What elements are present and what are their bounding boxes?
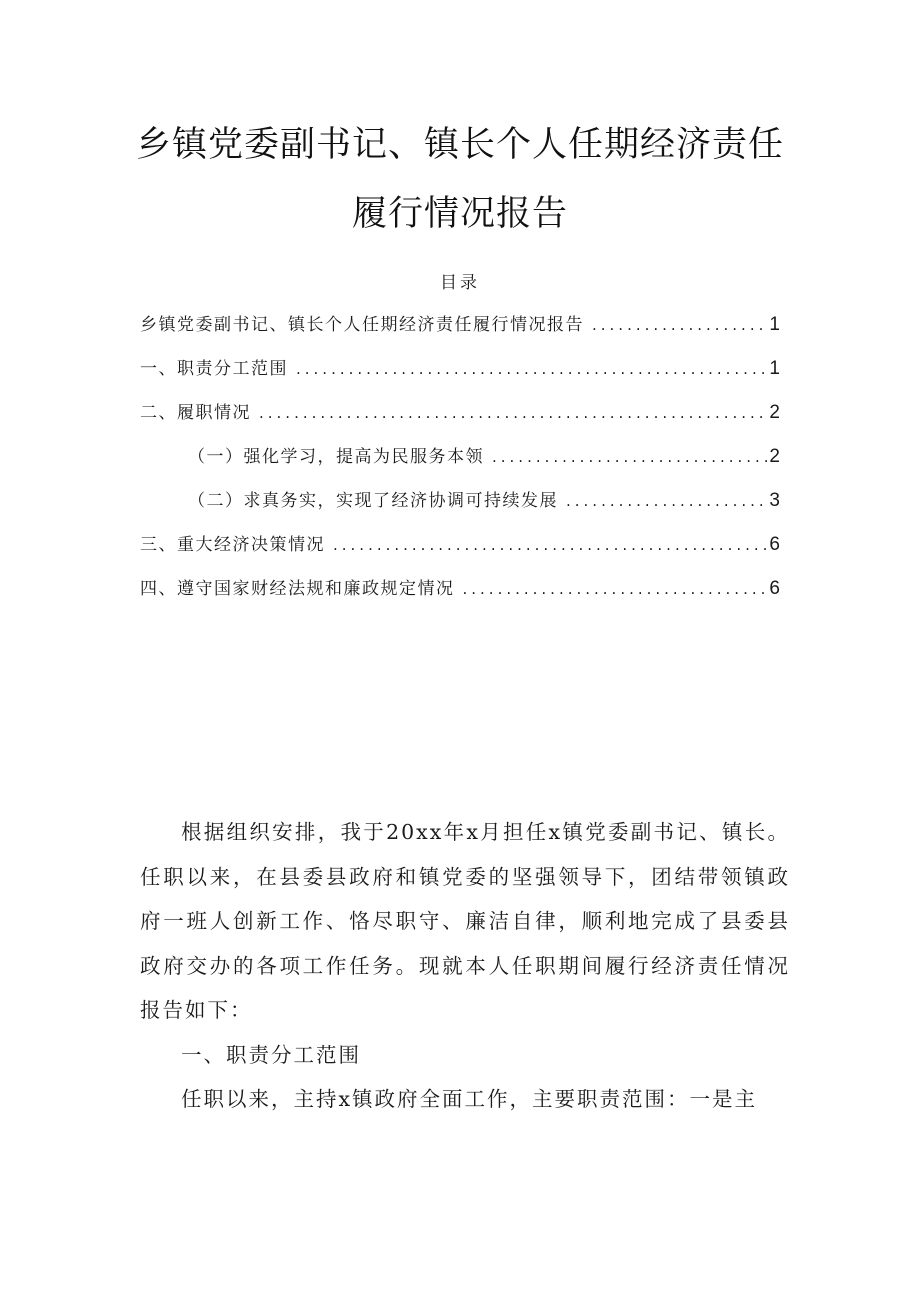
toc-item[interactable] [140,310,780,354]
toc-leader-dots [566,492,767,510]
toc-leader-dots [492,448,767,466]
toc-item[interactable] [140,442,780,486]
document-title-line-1: 乡镇党委副书记、镇长个人任期经济责任 [135,125,784,165]
toc-item-text: 一、职责分工范围 [140,359,288,379]
toc-item-text: 三、重大经济决策情况 [140,535,325,555]
toc-item-text: 二、履职情况 [140,403,251,423]
toc-item-text: 四、遵守国家财经法规和廉政规定情况 [140,579,455,599]
toc-item[interactable] [140,574,780,618]
toc-item-text: 乡镇党委副书记、镇长个人任期经济责任履行情况报告 [140,315,584,335]
toc-item-page: 2 [769,402,780,423]
toc-heading: 目录 [440,273,480,293]
toc-item[interactable] [140,398,780,442]
toc-item[interactable] [140,530,780,574]
toc-item-page: 1 [769,314,780,335]
document-title-line-2: 履行情况报告 [351,194,568,234]
toc-item[interactable] [140,354,780,398]
toc-item-text: （二）求真务实，实现了经济协调可持续发展 [188,491,558,511]
section-heading: 一、职责分工范围 [181,1042,361,1067]
toc-item-page: 3 [769,490,780,511]
table-of-contents [140,310,780,618]
body-paragraph: 任职以来，主持x镇政府全面工作，主要职责范围：一是主 [181,1087,758,1111]
toc-item[interactable] [140,486,780,530]
toc-item-page: 6 [769,578,780,599]
toc-item-page: 2 [769,446,780,467]
toc-leader-dots [463,580,768,598]
toc-item-page: 1 [769,358,780,379]
toc-leader-dots [296,360,767,378]
toc-leader-dots [333,536,767,554]
toc-item-text: （一）强化学习，提高为民服务本领 [188,447,484,467]
body-paragraph: 根据组织安排，我于20xx年x月担任x镇党委副书记、镇长。任职以来，在县委县政府和镇党委的坚强领导下，团结带领镇政府一班人创新工作、恪尽职守、廉洁自律，顺利地完成了县委县政府交办的各项工作任务。现就本人任职期间履行经济责任情况报告如下： [140,820,790,1022]
toc-item-page: 6 [769,534,780,555]
toc-leader-dots [259,404,767,422]
document-body [140,810,790,1122]
toc-leader-dots [592,316,767,334]
